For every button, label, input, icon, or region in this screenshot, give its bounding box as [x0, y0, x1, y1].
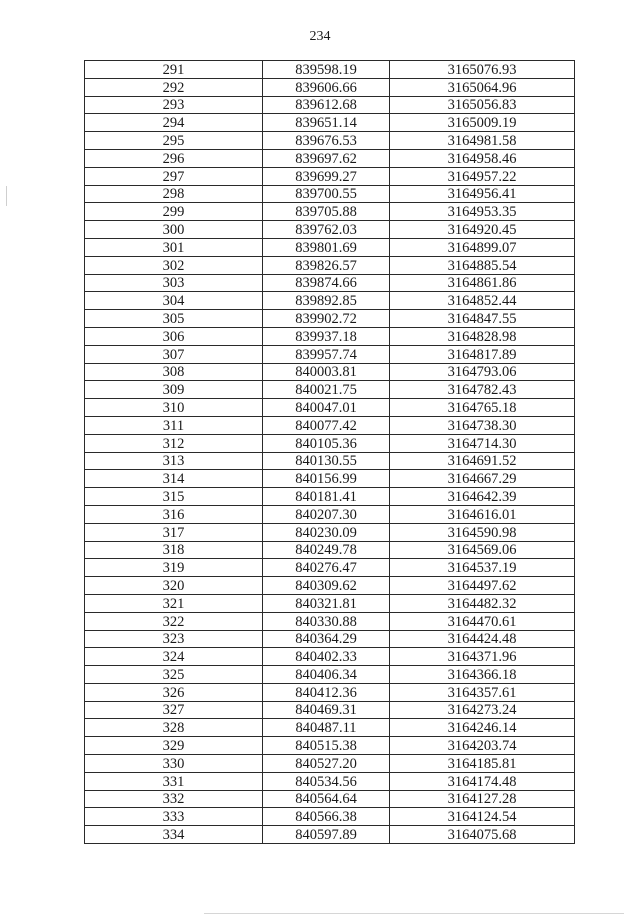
point-number-cell: 304	[85, 292, 263, 310]
x-coordinate-cell: 839762.03	[263, 221, 390, 239]
point-number-cell: 315	[85, 488, 263, 506]
table-row	[85, 630, 575, 648]
y-coordinate-cell: 3164124.54	[390, 808, 575, 826]
table-row	[85, 78, 575, 96]
table-row	[85, 808, 575, 826]
y-coordinate-cell: 3164497.62	[390, 577, 575, 595]
x-coordinate-cell: 840406.34	[263, 666, 390, 684]
table-row	[85, 399, 575, 417]
table-row	[85, 363, 575, 381]
y-coordinate-cell: 3164958.46	[390, 149, 575, 167]
point-number-cell: 334	[85, 826, 263, 844]
y-coordinate-cell: 3164953.35	[390, 203, 575, 221]
y-coordinate-cell: 3164793.06	[390, 363, 575, 381]
x-coordinate-cell: 839676.53	[263, 132, 390, 150]
y-coordinate-cell: 3165009.19	[390, 114, 575, 132]
table-row	[85, 612, 575, 630]
y-coordinate-cell: 3164956.41	[390, 185, 575, 203]
point-number-cell: 321	[85, 594, 263, 612]
x-coordinate-cell: 840077.42	[263, 416, 390, 434]
point-number-cell: 308	[85, 363, 263, 381]
point-number-cell: 300	[85, 221, 263, 239]
table-row	[85, 666, 575, 684]
table-row	[85, 96, 575, 114]
y-coordinate-cell: 3164470.61	[390, 612, 575, 630]
x-coordinate-cell: 839937.18	[263, 327, 390, 345]
table-row	[85, 577, 575, 595]
x-coordinate-cell: 840207.30	[263, 505, 390, 523]
y-coordinate-cell: 3164246.14	[390, 719, 575, 737]
y-coordinate-cell: 3164590.98	[390, 523, 575, 541]
y-coordinate-cell: 3165064.96	[390, 78, 575, 96]
table-row	[85, 327, 575, 345]
table-row	[85, 683, 575, 701]
x-coordinate-cell: 840105.36	[263, 434, 390, 452]
point-number-cell: 312	[85, 434, 263, 452]
point-number-cell: 326	[85, 683, 263, 701]
point-number-cell: 293	[85, 96, 263, 114]
x-coordinate-cell: 840330.88	[263, 612, 390, 630]
y-coordinate-cell: 3165076.93	[390, 61, 575, 79]
scan-edge-line	[204, 913, 624, 914]
y-coordinate-cell: 3164667.29	[390, 470, 575, 488]
y-coordinate-cell: 3164899.07	[390, 238, 575, 256]
y-coordinate-cell: 3164203.74	[390, 737, 575, 755]
y-coordinate-cell: 3164075.68	[390, 826, 575, 844]
x-coordinate-cell: 839705.88	[263, 203, 390, 221]
point-number-cell: 333	[85, 808, 263, 826]
table-row	[85, 452, 575, 470]
point-number-cell: 323	[85, 630, 263, 648]
table-row	[85, 648, 575, 666]
point-number-cell: 325	[85, 666, 263, 684]
y-coordinate-cell: 3164765.18	[390, 399, 575, 417]
y-coordinate-cell: 3164174.48	[390, 772, 575, 790]
point-number-cell: 329	[85, 737, 263, 755]
table-row	[85, 114, 575, 132]
x-coordinate-cell: 840181.41	[263, 488, 390, 506]
x-coordinate-cell: 840527.20	[263, 755, 390, 773]
x-coordinate-cell: 840534.56	[263, 772, 390, 790]
x-coordinate-cell: 840309.62	[263, 577, 390, 595]
y-coordinate-cell: 3164852.44	[390, 292, 575, 310]
y-coordinate-cell: 3164691.52	[390, 452, 575, 470]
point-number-cell: 319	[85, 559, 263, 577]
x-coordinate-cell: 840487.11	[263, 719, 390, 737]
point-number-cell: 303	[85, 274, 263, 292]
y-coordinate-cell: 3164185.81	[390, 755, 575, 773]
table-row	[85, 310, 575, 328]
y-coordinate-cell: 3164957.22	[390, 167, 575, 185]
point-number-cell: 299	[85, 203, 263, 221]
point-number-cell: 296	[85, 149, 263, 167]
table-row	[85, 416, 575, 434]
table-row	[85, 772, 575, 790]
y-coordinate-cell: 3164273.24	[390, 701, 575, 719]
table-row	[85, 61, 575, 79]
point-number-cell: 306	[85, 327, 263, 345]
table-row	[85, 470, 575, 488]
table-row	[85, 434, 575, 452]
point-number-cell: 307	[85, 345, 263, 363]
point-number-cell: 331	[85, 772, 263, 790]
y-coordinate-cell: 3164357.61	[390, 683, 575, 701]
table-row	[85, 719, 575, 737]
table-row	[85, 149, 575, 167]
page-number: 234	[309, 29, 331, 44]
point-number-cell: 318	[85, 541, 263, 559]
x-coordinate-cell: 839957.74	[263, 345, 390, 363]
x-coordinate-cell: 839651.14	[263, 114, 390, 132]
point-number-cell: 328	[85, 719, 263, 737]
x-coordinate-cell: 840047.01	[263, 399, 390, 417]
x-coordinate-cell: 839874.66	[263, 274, 390, 292]
x-coordinate-cell: 840564.64	[263, 790, 390, 808]
table-row	[85, 185, 575, 203]
x-coordinate-cell: 840597.89	[263, 826, 390, 844]
point-number-cell: 322	[85, 612, 263, 630]
table-row	[85, 755, 575, 773]
table-row	[85, 203, 575, 221]
table-row	[85, 238, 575, 256]
point-number-cell: 305	[85, 310, 263, 328]
x-coordinate-cell: 840003.81	[263, 363, 390, 381]
x-coordinate-cell: 840130.55	[263, 452, 390, 470]
x-coordinate-cell: 839697.62	[263, 149, 390, 167]
table-row	[85, 701, 575, 719]
x-coordinate-cell: 839612.68	[263, 96, 390, 114]
y-coordinate-cell: 3164920.45	[390, 221, 575, 239]
table-row	[85, 541, 575, 559]
x-coordinate-cell: 840156.99	[263, 470, 390, 488]
point-number-cell: 317	[85, 523, 263, 541]
y-coordinate-cell: 3164537.19	[390, 559, 575, 577]
x-coordinate-cell: 840276.47	[263, 559, 390, 577]
table-row	[85, 488, 575, 506]
table-row	[85, 790, 575, 808]
x-coordinate-cell: 840469.31	[263, 701, 390, 719]
table-row	[85, 274, 575, 292]
table-row	[85, 594, 575, 612]
y-coordinate-cell: 3164366.18	[390, 666, 575, 684]
table-row	[85, 221, 575, 239]
x-coordinate-cell: 840249.78	[263, 541, 390, 559]
y-coordinate-cell: 3164642.39	[390, 488, 575, 506]
point-number-cell: 324	[85, 648, 263, 666]
table-row	[85, 826, 575, 844]
x-coordinate-cell: 839902.72	[263, 310, 390, 328]
point-number-cell: 310	[85, 399, 263, 417]
y-coordinate-cell: 3164569.06	[390, 541, 575, 559]
x-coordinate-cell: 840321.81	[263, 594, 390, 612]
table-row	[85, 132, 575, 150]
table-row	[85, 345, 575, 363]
y-coordinate-cell: 3164861.86	[390, 274, 575, 292]
y-coordinate-cell: 3164714.30	[390, 434, 575, 452]
table-row	[85, 167, 575, 185]
y-coordinate-cell: 3164981.58	[390, 132, 575, 150]
x-coordinate-cell: 839826.57	[263, 256, 390, 274]
x-coordinate-cell: 840515.38	[263, 737, 390, 755]
table-row	[85, 256, 575, 274]
point-number-cell: 302	[85, 256, 263, 274]
y-coordinate-cell: 3164847.55	[390, 310, 575, 328]
point-number-cell: 301	[85, 238, 263, 256]
point-number-cell: 327	[85, 701, 263, 719]
point-number-cell: 309	[85, 381, 263, 399]
x-coordinate-cell: 839892.85	[263, 292, 390, 310]
y-coordinate-cell: 3164885.54	[390, 256, 575, 274]
x-coordinate-cell: 840566.38	[263, 808, 390, 826]
scan-mark	[6, 186, 7, 206]
point-number-cell: 314	[85, 470, 263, 488]
point-number-cell: 292	[85, 78, 263, 96]
y-coordinate-cell: 3164482.32	[390, 594, 575, 612]
x-coordinate-cell: 839699.27	[263, 167, 390, 185]
point-number-cell: 298	[85, 185, 263, 203]
coordinate-table	[84, 60, 575, 844]
x-coordinate-cell: 839598.19	[263, 61, 390, 79]
x-coordinate-cell: 840021.75	[263, 381, 390, 399]
y-coordinate-cell: 3164371.96	[390, 648, 575, 666]
point-number-cell: 330	[85, 755, 263, 773]
x-coordinate-cell: 840364.29	[263, 630, 390, 648]
y-coordinate-cell: 3164127.28	[390, 790, 575, 808]
table-row	[85, 381, 575, 399]
table-row	[85, 523, 575, 541]
y-coordinate-cell: 3165056.83	[390, 96, 575, 114]
x-coordinate-cell: 839606.66	[263, 78, 390, 96]
x-coordinate-cell: 840230.09	[263, 523, 390, 541]
point-number-cell: 294	[85, 114, 263, 132]
point-number-cell: 332	[85, 790, 263, 808]
point-number-cell: 311	[85, 416, 263, 434]
y-coordinate-cell: 3164817.89	[390, 345, 575, 363]
point-number-cell: 313	[85, 452, 263, 470]
point-number-cell: 291	[85, 61, 263, 79]
x-coordinate-cell: 839801.69	[263, 238, 390, 256]
x-coordinate-cell: 840412.36	[263, 683, 390, 701]
table-row	[85, 559, 575, 577]
point-number-cell: 297	[85, 167, 263, 185]
table-row	[85, 737, 575, 755]
point-number-cell: 316	[85, 505, 263, 523]
point-number-cell: 295	[85, 132, 263, 150]
y-coordinate-cell: 3164738.30	[390, 416, 575, 434]
y-coordinate-cell: 3164424.48	[390, 630, 575, 648]
coordinate-table-body	[85, 61, 575, 844]
y-coordinate-cell: 3164782.43	[390, 381, 575, 399]
point-number-cell: 320	[85, 577, 263, 595]
y-coordinate-cell: 3164616.01	[390, 505, 575, 523]
x-coordinate-cell: 839700.55	[263, 185, 390, 203]
table-row	[85, 505, 575, 523]
y-coordinate-cell: 3164828.98	[390, 327, 575, 345]
x-coordinate-cell: 840402.33	[263, 648, 390, 666]
table-row	[85, 292, 575, 310]
